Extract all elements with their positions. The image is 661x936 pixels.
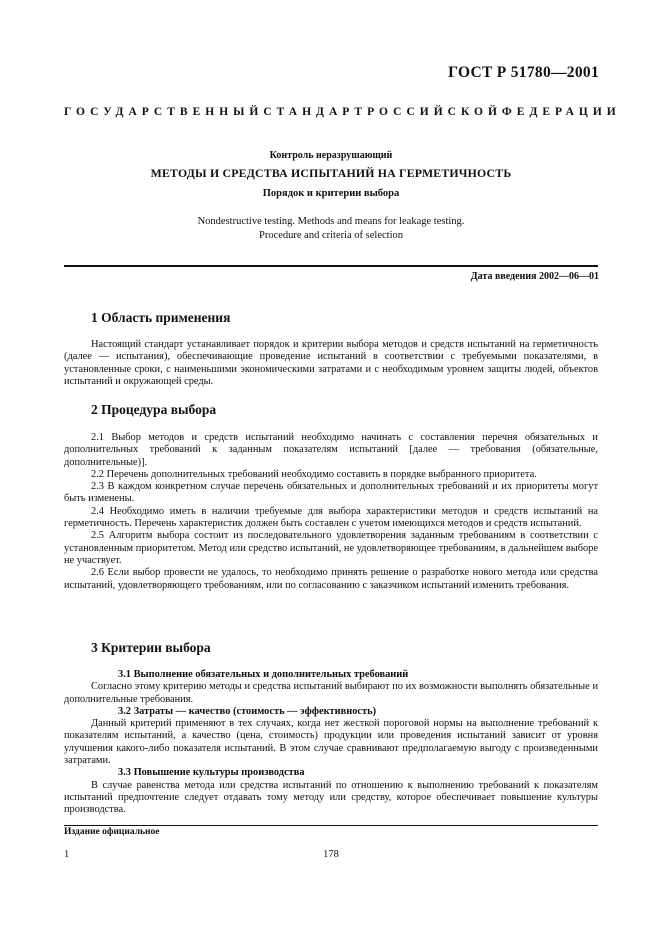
standard-code: ГОСТ Р 51780—2001 — [448, 64, 599, 81]
document-title: МЕТОДЫ И СРЕДСТВА ИСПЫТАНИЙ НА ГЕРМЕТИЧНОСТЬ — [150, 166, 512, 180]
section-1-body — [64, 339, 598, 388]
paragraph: Согласно этому критерию методы и средства испытаний выбирают по их возможности выполнять обязательные и дополнительные требования. — [64, 681, 598, 705]
english-title — [64, 215, 598, 242]
edition-label: Издание официальное — [64, 827, 160, 837]
state-standard-word: РОССИЙСКОЙ — [367, 106, 502, 118]
english-title-line: Procedure and criteria of selection — [258, 229, 404, 241]
section-3-heading: 3 Критерии выбора — [91, 640, 211, 655]
subsection-heading: 3.2 Затраты — качество (стоимость — эффективность) — [118, 705, 377, 717]
state-standard-word: СТАНДАРТ — [263, 106, 368, 118]
subsection-heading: 3.3 Повышение культуры производства — [118, 767, 305, 779]
section-1-heading: 1 Область применения — [91, 310, 231, 325]
state-standard-word: ГОСУДАРСТВЕННЫЙ — [64, 106, 264, 118]
paragraph: В случае равенства метода или средства испытаний по отношению к выполнению требований к показателям испытаний предпочтение следует отдавать тому методу или средству, которое обеспечивает повышение культуры производства. — [64, 779, 598, 816]
paragraph: 2.1 Выбор методов и средств испытаний необходимо начинать с составления перечня обязательных и дополнительных требований к заданным показателям испытаний [далее — требования (обязательные, дополнительные)]. — [64, 432, 598, 468]
paragraph: 2.5 Алгоритм выбора состоит из последовательного удовлетворения заданным требованиям в соответствии с установленным приоритетом. Метод или средство испытаний, не удовлетворяющее требованиям, в дальнейшем выборе не участвует. — [64, 530, 598, 566]
document-subtitle: Порядок и критерии выбора — [262, 188, 400, 199]
paragraph: Данный критерий применяют в тех случаях, когда нет жесткой пороговой нормы на выполнение требований к показателям испытаний, а качество (цена, стоимость) продукции или проведения испытаний зависит от уровня улучшения какого-либо показателя испытаний. В этом случае сравнивают предполагаемую выгоду с произведенными затратами. — [64, 718, 598, 767]
section-2-heading: 2 Процедура выбора — [91, 402, 217, 417]
paragraph: Настоящий стандарт устанавливает порядок и критерии выбора методов и средств испытаний на герметичность (далее — испытания), обеспечивающие проведение испытаний в соответствии с требуемыми показателями, в установленные сроки, с наименьшими экономическими затратами и с необходимым уровнем защиты людей, объектов испытаний и окружающей среды. — [64, 339, 598, 387]
paragraph: 2.3 В каждом конкретном случае перечень обязательных и дополнительных требований и их приоритеты могут быть изменены. — [64, 481, 598, 505]
page-number: 178 — [323, 849, 339, 860]
section-2-body — [64, 432, 598, 592]
page-number-left: 1 — [64, 849, 70, 860]
section-3-body — [64, 669, 598, 817]
footer-divider — [64, 825, 598, 826]
intro-date: Дата введения 2002—06—01 — [470, 271, 599, 282]
paragraph: 2.4 Необходимо иметь в наличии требуемые для выбора характеристики методов и средств испытаний на герметичность. Перечень характеристик должен быть составлен с учетом имеющихся методов и средств испытаний. — [64, 505, 598, 530]
paragraph: 2.6 Если выбор провести не удалось, то необходимо принять решение о разработке нового метода или средства испытаний, удовлетворяющего требованиям, или по согласованию с заказчиком испытаний изменить требования. — [64, 567, 598, 591]
english-title-line: Nondestructive testing. Methods and means for leakage testing. — [197, 216, 465, 227]
title-divider — [64, 265, 598, 267]
state-standard-word: ФЕДЕРАЦИИ — [501, 106, 621, 118]
state-standard-heading — [64, 106, 621, 118]
control-type: Контроль неразрушающий — [269, 150, 393, 161]
subsection-heading: 3.1 Выполнение обязательных и дополнительных требований — [118, 669, 409, 680]
paragraph: 2.2 Перечень дополнительных требований необходимо составить в порядке выбранного приоритета. — [91, 468, 537, 480]
